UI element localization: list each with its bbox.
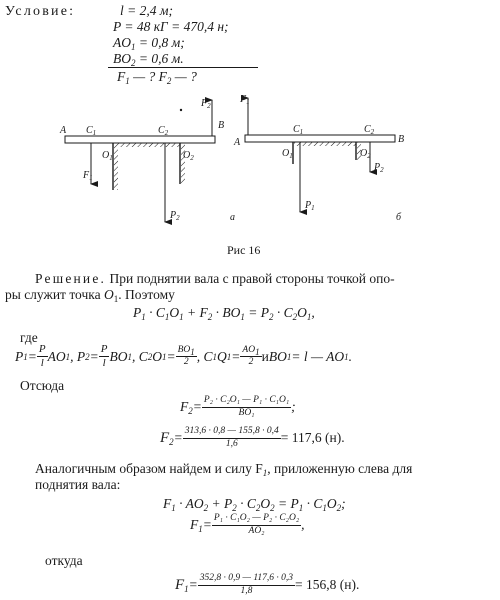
label-C1-a: $C_1$ — [86, 125, 97, 137]
label-O1-b: $O_1$ — [282, 148, 293, 160]
definitions: P 1 = $\frac{P}{l}$ AO 1 , P 2 = $\frac{P}{l}$ BO 1 , C 2 O 1 = $\frac{BO_1}{2}$ , C 1 Q 1 = $\frac{AO_1}{2}$ и BO 1 = l — AO 1 . — [15, 343, 352, 369]
beam-a — [65, 136, 215, 143]
condition-l: l = 2,4 м; — [120, 3, 173, 18]
condition-ao1: $AO_1 = 0,8$ м; — [113, 35, 185, 52]
label-O2-a: $O_2$ — [183, 150, 194, 162]
dot-a — [180, 109, 182, 111]
beam-b — [245, 135, 395, 142]
solution-heading: Решение. — [35, 271, 107, 286]
whence-word: откуда — [45, 553, 83, 568]
diagram-a — [59, 98, 235, 223]
diagram-b — [233, 94, 404, 223]
where-word: где — [20, 330, 38, 345]
wall-hatch-a — [118, 143, 180, 147]
label-O2-b: $O_2$ — [360, 148, 371, 160]
label-P1-b: $P_1$ — [305, 200, 315, 212]
label-letter-b: б — [396, 212, 402, 223]
label-A-b: A — [234, 137, 241, 148]
figure-16 — [0, 92, 500, 242]
label-F2-a: $F_2$ — [201, 98, 211, 110]
label-C2-b: $C_2$ — [364, 124, 375, 136]
label-C2-a: $C_2$ — [158, 125, 169, 137]
label-A-a: A — [60, 125, 67, 136]
label-B-b: B — [398, 134, 405, 145]
label-P2-b: $P_2$ — [374, 162, 384, 174]
figure-caption: Рис 16 — [227, 243, 261, 257]
ground-hatch-o1-a — [114, 143, 118, 190]
solution-intro: Решение. При поднятии вала с правой стороны точкой опо- — [35, 271, 395, 286]
condition-p: P = 48 кГ = 470,4 н; — [113, 19, 229, 34]
condition-bo2: $BO_2 = 0,6$ м. — [113, 51, 184, 68]
formula-f2: $F_2$ = $\frac{\text{P₂ · C₂O₁ — P₁ · C₁O₁}}{\text{BO₁}}$ ; — [180, 395, 296, 418]
similar-text-1: Аналогичным образом найдем и силу $F_1$, приложенную слева для — [35, 461, 413, 478]
wall-hatch-b — [294, 142, 356, 146]
label-C1-b: $C_1$ — [293, 124, 304, 136]
condition-unknowns: $F_1$ — ? $F_2$ — ? — [117, 69, 197, 86]
label-F1-a: $F_1$ — [83, 170, 93, 182]
label-B-a: B — [218, 120, 225, 131]
calc-f2: $F_2$ = $\frac{313,6 \cdot 0,8 — 155,8 \cdot 0,4}{1,6}$ = 117,6 (н). — [160, 426, 345, 449]
calc-f1: $F_1$ = $\frac{352,8 \cdot 0,9 — 117,6 \cdot 0,3}{1,8}$ = 156,8 (н). — [175, 573, 360, 596]
similar-text-2: поднятия вала: — [35, 477, 121, 492]
formula-f1: $F_1$ = $\frac{\text{P₁ · C₁O₂ — P₂ · C₂O₂}}{\text{AO₂}}$ , — [190, 513, 305, 536]
condition-heading: Условие: — [5, 4, 76, 19]
hence-word: Отсюда — [20, 378, 65, 393]
label-letter-a: а — [230, 212, 235, 223]
equation-1: $P_1 \cdot C_1O_1 + F_2 \cdot BO_1 = P_2 \cdot C_2O_1$, — [133, 305, 315, 322]
solution-intro-2: ры служит точка $O_1$. Поэтому — [5, 287, 175, 304]
equation-2: $F_1 \cdot AO_2 + P_2 \cdot C_2O_2 = P_1 \cdot C_1O_2$; — [163, 496, 346, 513]
label-P2-a: $P_2$ — [170, 210, 180, 222]
label-O1-a: $O_1$ — [102, 150, 113, 162]
label-F1-b: $F_1$ — [240, 94, 250, 106]
condition-divider — [108, 67, 258, 68]
